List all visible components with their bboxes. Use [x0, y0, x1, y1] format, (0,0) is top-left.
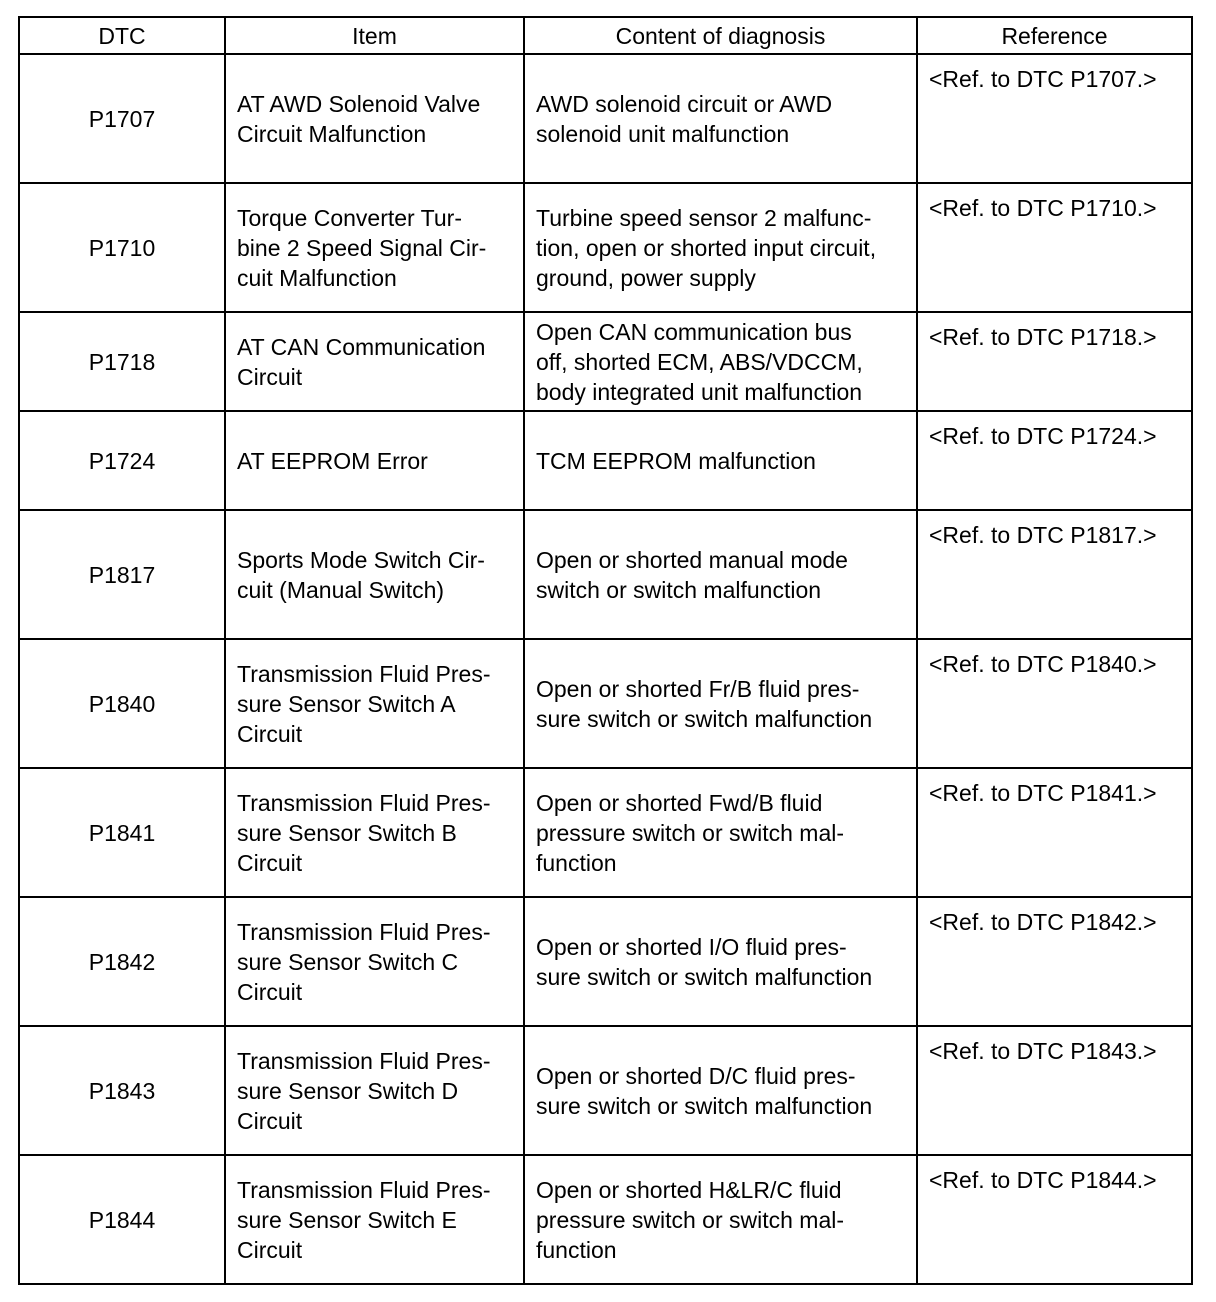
reference-cell: <Ref. to DTC P1840.>	[917, 639, 1192, 768]
dtc-cell: P1817	[19, 510, 225, 639]
item-cell: Transmission Fluid Pres- sure Sensor Switch C Circuit	[225, 897, 524, 1026]
item-cell: Transmission Fluid Pres- sure Sensor Switch E Circuit	[225, 1155, 524, 1284]
dtc-cell: P1840	[19, 639, 225, 768]
dtc-cell: P1718	[19, 312, 225, 411]
item-cell: AT EEPROM Error	[225, 411, 524, 510]
table-row	[19, 312, 1192, 411]
header-item: Item	[225, 17, 524, 54]
dtc-cell: P1844	[19, 1155, 225, 1284]
diagnosis-cell: Open or shorted Fr/B fluid pres- sure switch or switch malfunction	[524, 639, 917, 768]
diagnosis-cell: Open or shorted H&LR/C fluid pressure switch or switch mal- function	[524, 1155, 917, 1284]
diagnosis-cell: Open or shorted manual mode switch or switch malfunction	[524, 510, 917, 639]
table-row	[19, 510, 1192, 639]
diagnosis-cell: TCM EEPROM malfunction	[524, 411, 917, 510]
dtc-cell: P1710	[19, 183, 225, 312]
reference-cell: <Ref. to DTC P1817.>	[917, 510, 1192, 639]
item-cell: AT CAN Communication Circuit	[225, 312, 524, 411]
reference-cell: <Ref. to DTC P1724.>	[917, 411, 1192, 510]
header-content: Content of diagnosis	[524, 17, 917, 54]
header-dtc: DTC	[19, 17, 225, 54]
diagnosis-cell: Open or shorted D/C fluid pres- sure switch or switch malfunction	[524, 1026, 917, 1155]
reference-cell: <Ref. to DTC P1843.>	[917, 1026, 1192, 1155]
table-row	[19, 1026, 1192, 1155]
diagnosis-cell: Open CAN communication bus off, shorted ECM, ABS/VDCCM, body integrated unit malfunction	[524, 312, 917, 411]
table-row	[19, 768, 1192, 897]
item-cell: Torque Converter Tur- bine 2 Speed Signal Cir- cuit Malfunction	[225, 183, 524, 312]
diagnosis-cell: AWD solenoid circuit or AWD solenoid unit malfunction	[524, 54, 917, 183]
item-cell: Sports Mode Switch Cir- cuit (Manual Switch)	[225, 510, 524, 639]
reference-cell: <Ref. to DTC P1710.>	[917, 183, 1192, 312]
header-reference: Reference	[917, 17, 1192, 54]
reference-cell: <Ref. to DTC P1707.>	[917, 54, 1192, 183]
dtc-cell: P1842	[19, 897, 225, 1026]
item-cell: Transmission Fluid Pres- sure Sensor Switch D Circuit	[225, 1026, 524, 1155]
dtc-cell: P1707	[19, 54, 225, 183]
dtc-cell: P1724	[19, 411, 225, 510]
diagnosis-cell: Turbine speed sensor 2 malfunc- tion, open or shorted input circuit, ground, power supply	[524, 183, 917, 312]
reference-cell: <Ref. to DTC P1718.>	[917, 312, 1192, 411]
table-row	[19, 411, 1192, 510]
item-cell: Transmission Fluid Pres- sure Sensor Switch A Circuit	[225, 639, 524, 768]
table-row	[19, 897, 1192, 1026]
diagnosis-cell: Open or shorted I/O fluid pres- sure switch or switch malfunction	[524, 897, 917, 1026]
table-row	[19, 1155, 1192, 1284]
reference-cell: <Ref. to DTC P1842.>	[917, 897, 1192, 1026]
dtc-table	[18, 16, 1193, 1285]
header-row	[19, 17, 1192, 54]
diagnosis-cell: Open or shorted Fwd/B fluid pressure switch or switch mal- function	[524, 768, 917, 897]
dtc-cell: P1843	[19, 1026, 225, 1155]
table-row	[19, 639, 1192, 768]
dtc-cell: P1841	[19, 768, 225, 897]
table-row	[19, 54, 1192, 183]
table-body	[19, 54, 1192, 1284]
reference-cell: <Ref. to DTC P1844.>	[917, 1155, 1192, 1284]
reference-cell: <Ref. to DTC P1841.>	[917, 768, 1192, 897]
item-cell: Transmission Fluid Pres- sure Sensor Switch B Circuit	[225, 768, 524, 897]
table-row	[19, 183, 1192, 312]
item-cell: AT AWD Solenoid Valve Circuit Malfunction	[225, 54, 524, 183]
